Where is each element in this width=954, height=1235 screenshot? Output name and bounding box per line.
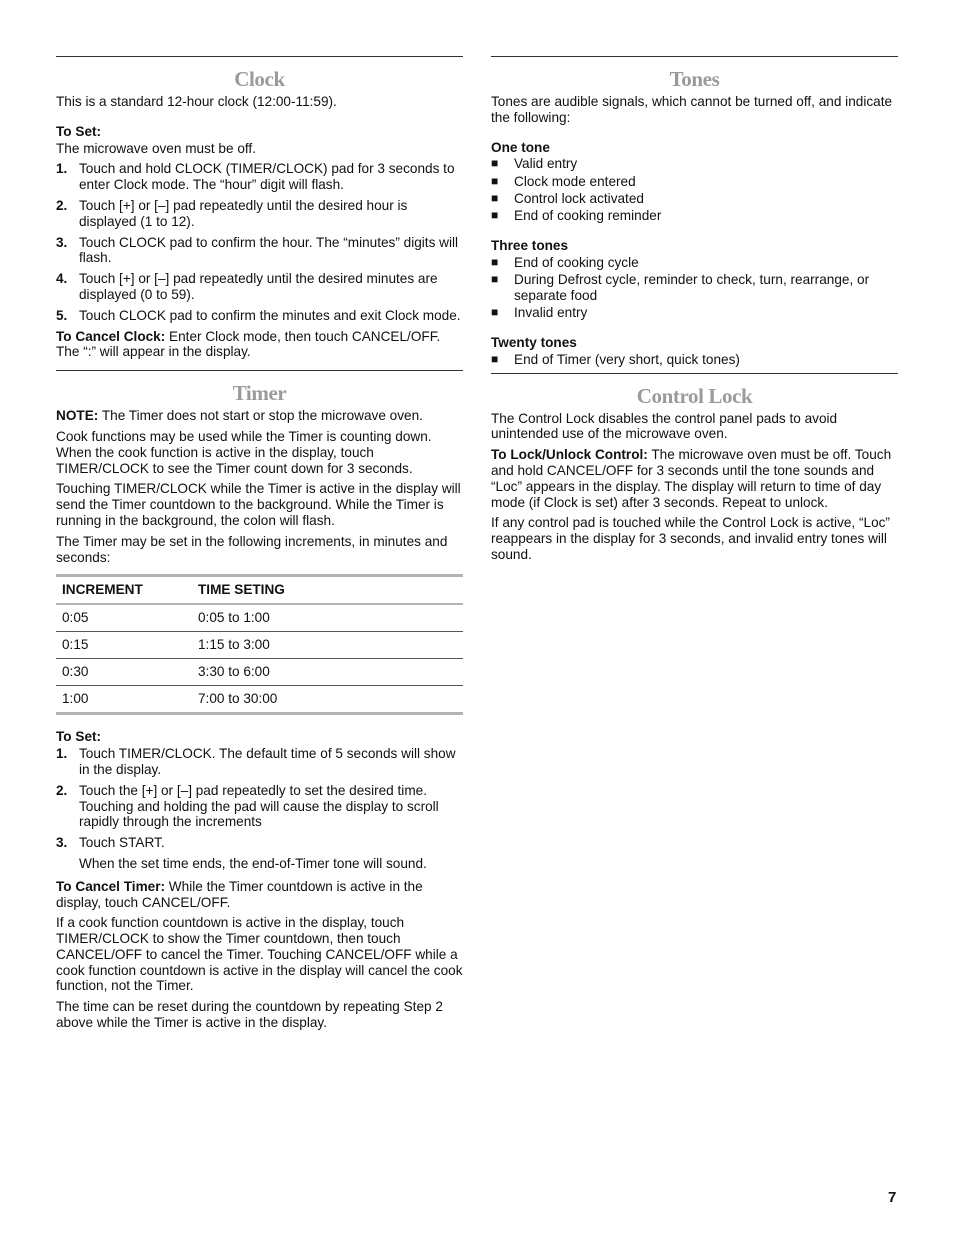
timer-note — [56, 408, 463, 424]
clock-cancel-label: To Cancel Clock: — [56, 328, 166, 344]
step-number: 5. — [56, 307, 68, 323]
list-item: ■ End of cooking cycle — [491, 255, 898, 271]
timer-cancel-text: While the Timer countdown is active in the display, touch CANCEL/OFF. — [56, 878, 423, 910]
clock-step — [56, 308, 463, 324]
step-text: Touch START. — [79, 835, 165, 851]
timer-cancel-label: To Cancel Timer: — [56, 878, 166, 894]
timer-paragraph: The time can be reset during the countdown by repeating Step 2 above while the Timer is active in the display. — [56, 999, 443, 1031]
table-row — [56, 686, 463, 714]
timer-note-label: NOTE: — [56, 408, 99, 424]
step-number: 1. — [56, 161, 68, 177]
step-text: Touch CLOCK pad to confirm the hour. The “minutes” digits will flash. — [79, 234, 459, 266]
table-cell: 1:15 to 3:00 — [192, 632, 463, 659]
list-item: ■ End of cooking reminder — [491, 208, 898, 224]
list-item: ■ Control lock activated — [491, 191, 898, 207]
list-item: ■ End of Timer (very short, quick tones) — [491, 352, 898, 368]
section-rule — [56, 370, 463, 371]
timer-paragraph: Cook functions may be used while the Timer is counting down. When the cook function is active in the display, touch TIMER/CLOCK to see the Timer count down for 3 seconds. — [56, 428, 432, 476]
clock-step — [56, 161, 463, 193]
timer-paragraph: Touching TIMER/CLOCK while the Timer is active in the display will send the Timer countdown to the background. While the Timer is running in the background, the colon will flash. — [56, 481, 461, 528]
step-number: 2. — [56, 197, 68, 213]
step-number: 2. — [56, 782, 68, 798]
timer-note-text: The Timer does not start or stop the microwave oven. — [98, 408, 423, 424]
tones-list — [491, 255, 898, 321]
control-lock-text: The microwave oven must be off. Touch and hold CANCEL/OFF for 3 seconds until the tone sounds and “Loc” appears in the display. The display will return to time of day mode (if Clock is set) after 3 seconds. Repeat to unlock. — [491, 447, 892, 510]
column-header: INCREMENT — [56, 576, 192, 605]
tones-list — [491, 352, 898, 368]
clock-steps — [56, 161, 463, 323]
timer-to-set-label: To Set: — [56, 729, 102, 745]
table-cell: 1:00 — [62, 691, 89, 707]
table-cell: 0:15 — [56, 632, 192, 659]
control-lock-heading: Control Lock — [636, 383, 753, 408]
control-lock-intro: The Control Lock disables the control panel pads to avoid unintended use of the microwave oven. — [491, 410, 838, 442]
table-row — [56, 604, 463, 632]
step-text: Touch the [+] or [–] pad repeatedly to set the desired time. Touching and holding the pad will cause the display to scroll rapidly through the increments — [79, 782, 439, 830]
timer-heading: Timer — [232, 381, 287, 406]
list-item: ■ Invalid entry — [491, 305, 898, 321]
clock-cancel-text: Enter Clock mode, then touch CANCEL/OFF. The “:” will appear in the display. — [56, 328, 441, 360]
timer-paragraph: The Timer may be set in the following increments, in minutes and seconds: — [56, 533, 448, 565]
table-row — [56, 659, 463, 686]
list-item: ■ During Defrost cycle, reminder to check, turn, rearrange, or separate food — [491, 272, 898, 304]
timer-cancel — [56, 879, 463, 911]
timer-step — [56, 835, 463, 851]
step-text: Touch and hold CLOCK (TIMER/CLOCK) pad for 3 seconds to enter Clock mode. The “hour” digit will flash. — [79, 161, 455, 193]
table-cell: 0:05 to 1:00 — [192, 604, 463, 632]
section-rule — [491, 56, 898, 57]
step-number: 1. — [56, 746, 68, 762]
tones-list — [491, 156, 898, 224]
clock-step — [56, 271, 463, 303]
timer-step3-followup: When the set time ends, the end-of-Timer tone will sound. — [79, 855, 427, 871]
timer-step — [56, 746, 463, 778]
section-rule — [491, 373, 898, 374]
page-number: 7 — [888, 1189, 897, 1206]
timer-paragraph: If a cook function countdown is active in the display, touch TIMER/CLOCK to show the Timer countdown, then touch CANCEL/OFF to cancel the Timer. Touching CANCEL/OFF while a cook function countdown is active in the display will cancel the cook function, not the Timer. — [56, 915, 463, 994]
list-item: ■ Clock mode entered — [491, 174, 898, 190]
column-header: TIME SETING — [192, 576, 463, 605]
tones-group-label: One tone — [491, 139, 550, 155]
step-number: 4. — [56, 271, 68, 287]
control-lock-outro: If any control pad is touched while the Control Lock is active, “Loc” reappears in the display for 3 seconds, and invalid entry tones will sound. — [491, 515, 890, 563]
tones-intro: Tones are audible signals, which cannot be turned off, and indicate the following: — [491, 94, 893, 125]
step-number: 3. — [56, 234, 68, 250]
table-cell: 3:30 to 6:00 — [192, 659, 463, 686]
clock-intro: This is a standard 12-hour clock (12:00-11:59). — [56, 94, 337, 109]
list-item: ■ Valid entry — [491, 156, 898, 172]
control-lock-instructions — [491, 447, 898, 510]
clock-heading: Clock — [234, 67, 285, 91]
clock-cancel — [56, 329, 463, 361]
table-cell: 0:30 — [56, 659, 192, 686]
tones-group-label: Three tones — [491, 238, 569, 254]
left-column — [56, 56, 463, 1036]
step-text: Touch [+] or [–] pad repeatedly until the desired hour is displayed (1 to 12). — [79, 197, 408, 229]
step-number: 3. — [56, 835, 68, 851]
clock-to-set-label: To Set: — [56, 123, 102, 139]
step-text: Touch [+] or [–] pad repeatedly until the desired minutes are displayed (0 to 59). — [79, 271, 438, 302]
tones-heading: Tones — [669, 67, 720, 91]
clock-step — [56, 198, 463, 230]
right-column — [491, 56, 898, 568]
table-cell: 0:05 — [56, 604, 192, 632]
timer-steps — [56, 746, 463, 851]
timer-step — [56, 783, 463, 830]
clock-step — [56, 235, 463, 267]
timer-increment-table — [56, 574, 463, 715]
table-header-row — [56, 576, 463, 605]
table-row — [56, 632, 463, 659]
table-cell: 7:00 to 30:00 — [198, 691, 278, 707]
tones-group-label: Twenty tones — [491, 335, 577, 351]
step-text: Touch TIMER/CLOCK. The default time of 5 seconds will show in the display. — [79, 746, 456, 777]
clock-to-set-note: The microwave oven must be off. — [56, 140, 256, 156]
step-text: Touch CLOCK pad to confirm the minutes and exit Clock mode. — [79, 307, 461, 323]
control-lock-label: To Lock/Unlock Control: — [491, 447, 648, 463]
section-rule — [56, 56, 463, 57]
